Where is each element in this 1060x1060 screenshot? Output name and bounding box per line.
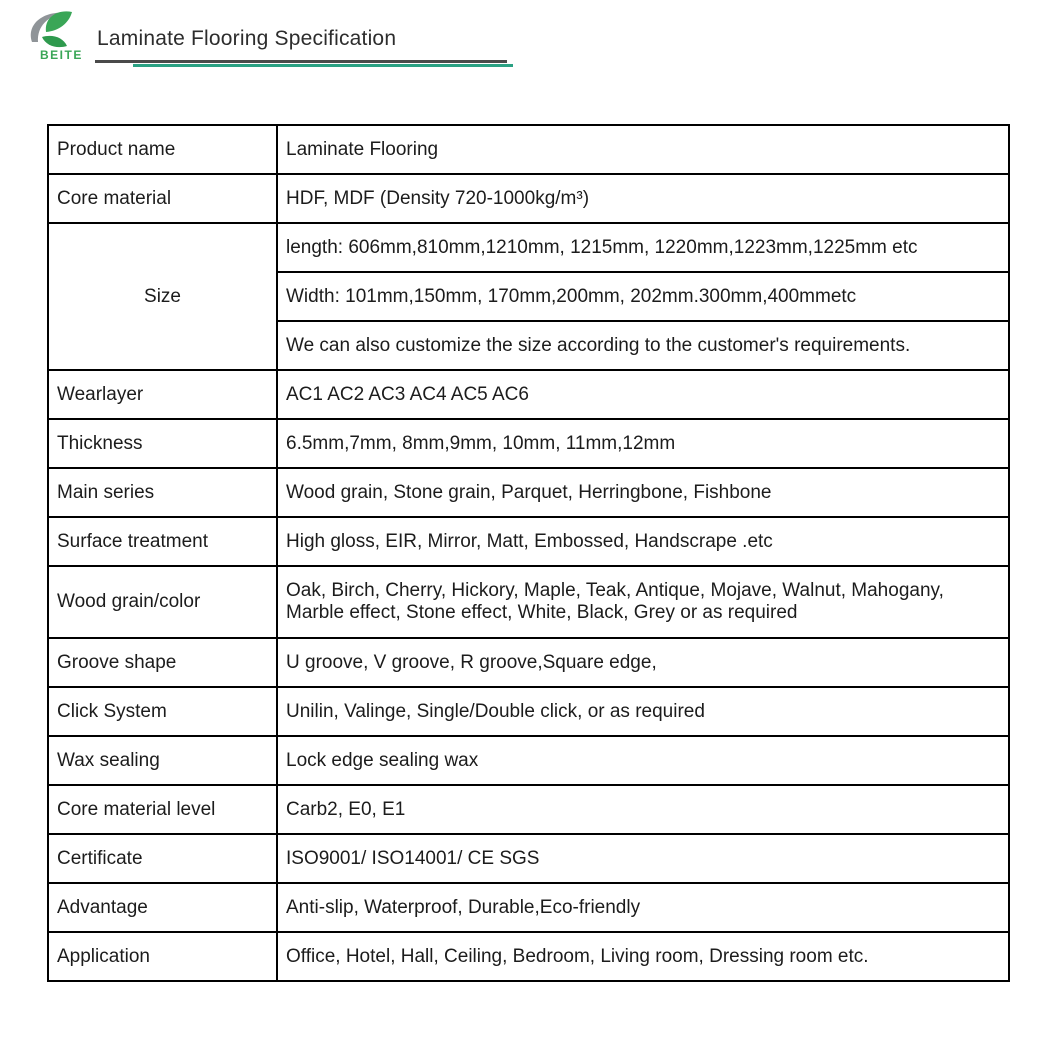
table-row-core-material-level [48, 785, 1009, 834]
row-value: ISO9001/ ISO14001/ CE SGS [277, 834, 1009, 883]
table-row-wood-grain-color [48, 566, 1009, 638]
table-row-main-series [48, 468, 1009, 517]
table-row-groove-shape [48, 638, 1009, 687]
row-value: Carb2, E0, E1 [277, 785, 1009, 834]
row-value: U groove, V groove, R groove,Square edge, [277, 638, 1009, 687]
row-value: Office, Hotel, Hall, Ceiling, Bedroom, Living room, Dressing room etc. [277, 932, 1009, 981]
table-row-click-system [48, 687, 1009, 736]
table-row-advantage [48, 883, 1009, 932]
row-value: AC1 AC2 AC3 AC4 AC5 AC6 [277, 370, 1009, 419]
row-value: Anti-slip, Waterproof, Durable,Eco-friendly [277, 883, 1009, 932]
table-row-application [48, 932, 1009, 981]
row-value-size-custom: We can also customize the size according to the customer's requirements. [277, 321, 1009, 370]
page-header [0, 0, 1060, 95]
row-label: Product name [48, 125, 277, 174]
title-underline-dark [95, 60, 507, 63]
row-label: Wood grain/color [48, 566, 277, 638]
row-label: Advantage [48, 883, 277, 932]
table-row-product-name [48, 125, 1009, 174]
row-label-size: Size [48, 223, 277, 370]
row-value: Lock edge sealing wax [277, 736, 1009, 785]
row-label: Certificate [48, 834, 277, 883]
row-label: Application [48, 932, 277, 981]
row-value-size-length: length: 606mm,810mm,1210mm, 1215mm, 1220mm,1223mm,1225mm etc [277, 223, 1009, 272]
row-label: Thickness [48, 419, 277, 468]
row-label: Main series [48, 468, 277, 517]
row-label: Click System [48, 687, 277, 736]
table-row-wearlayer [48, 370, 1009, 419]
row-value-size-width: Width: 101mm,150mm, 170mm,200mm, 202mm.300mm,400mmetc [277, 272, 1009, 321]
table-row-certificate [48, 834, 1009, 883]
row-label: Groove shape [48, 638, 277, 687]
logo-leaf-bottom [42, 36, 67, 47]
row-label: Wearlayer [48, 370, 277, 419]
row-value: High gloss, EIR, Mirror, Matt, Embossed, Handscrape .etc [277, 517, 1009, 566]
row-label: Surface treatment [48, 517, 277, 566]
spec-table [47, 124, 1010, 982]
row-value: Wood grain, Stone grain, Parquet, Herringbone, Fishbone [277, 468, 1009, 517]
row-label: Wax sealing [48, 736, 277, 785]
row-value: Laminate Flooring [277, 125, 1009, 174]
table-row-wax-sealing [48, 736, 1009, 785]
table-row-thickness [48, 419, 1009, 468]
title-underline-green [133, 64, 513, 67]
row-value: Unilin, Valinge, Single/Double click, or as required [277, 687, 1009, 736]
table-row-core-material [48, 174, 1009, 223]
row-value: HDF, MDF (Density 720-1000kg/m³) [277, 174, 1009, 223]
table-row-surface-treatment [48, 517, 1009, 566]
table-row-size-1 [48, 223, 1009, 272]
row-label: Core material level [48, 785, 277, 834]
page-title: Laminate Flooring Specification [97, 27, 397, 50]
row-value: Oak, Birch, Cherry, Hickory, Maple, Teak, Antique, Mojave, Walnut, Mahogany, Marble effect, Stone effect, White, Black, Grey or as required [277, 566, 1009, 638]
beite-logo-icon [16, 6, 92, 64]
row-value: 6.5mm,7mm, 8mm,9mm, 10mm, 11mm,12mm [277, 419, 1009, 468]
row-label: Core material [48, 174, 277, 223]
logo-text: BEITE [40, 48, 83, 62]
